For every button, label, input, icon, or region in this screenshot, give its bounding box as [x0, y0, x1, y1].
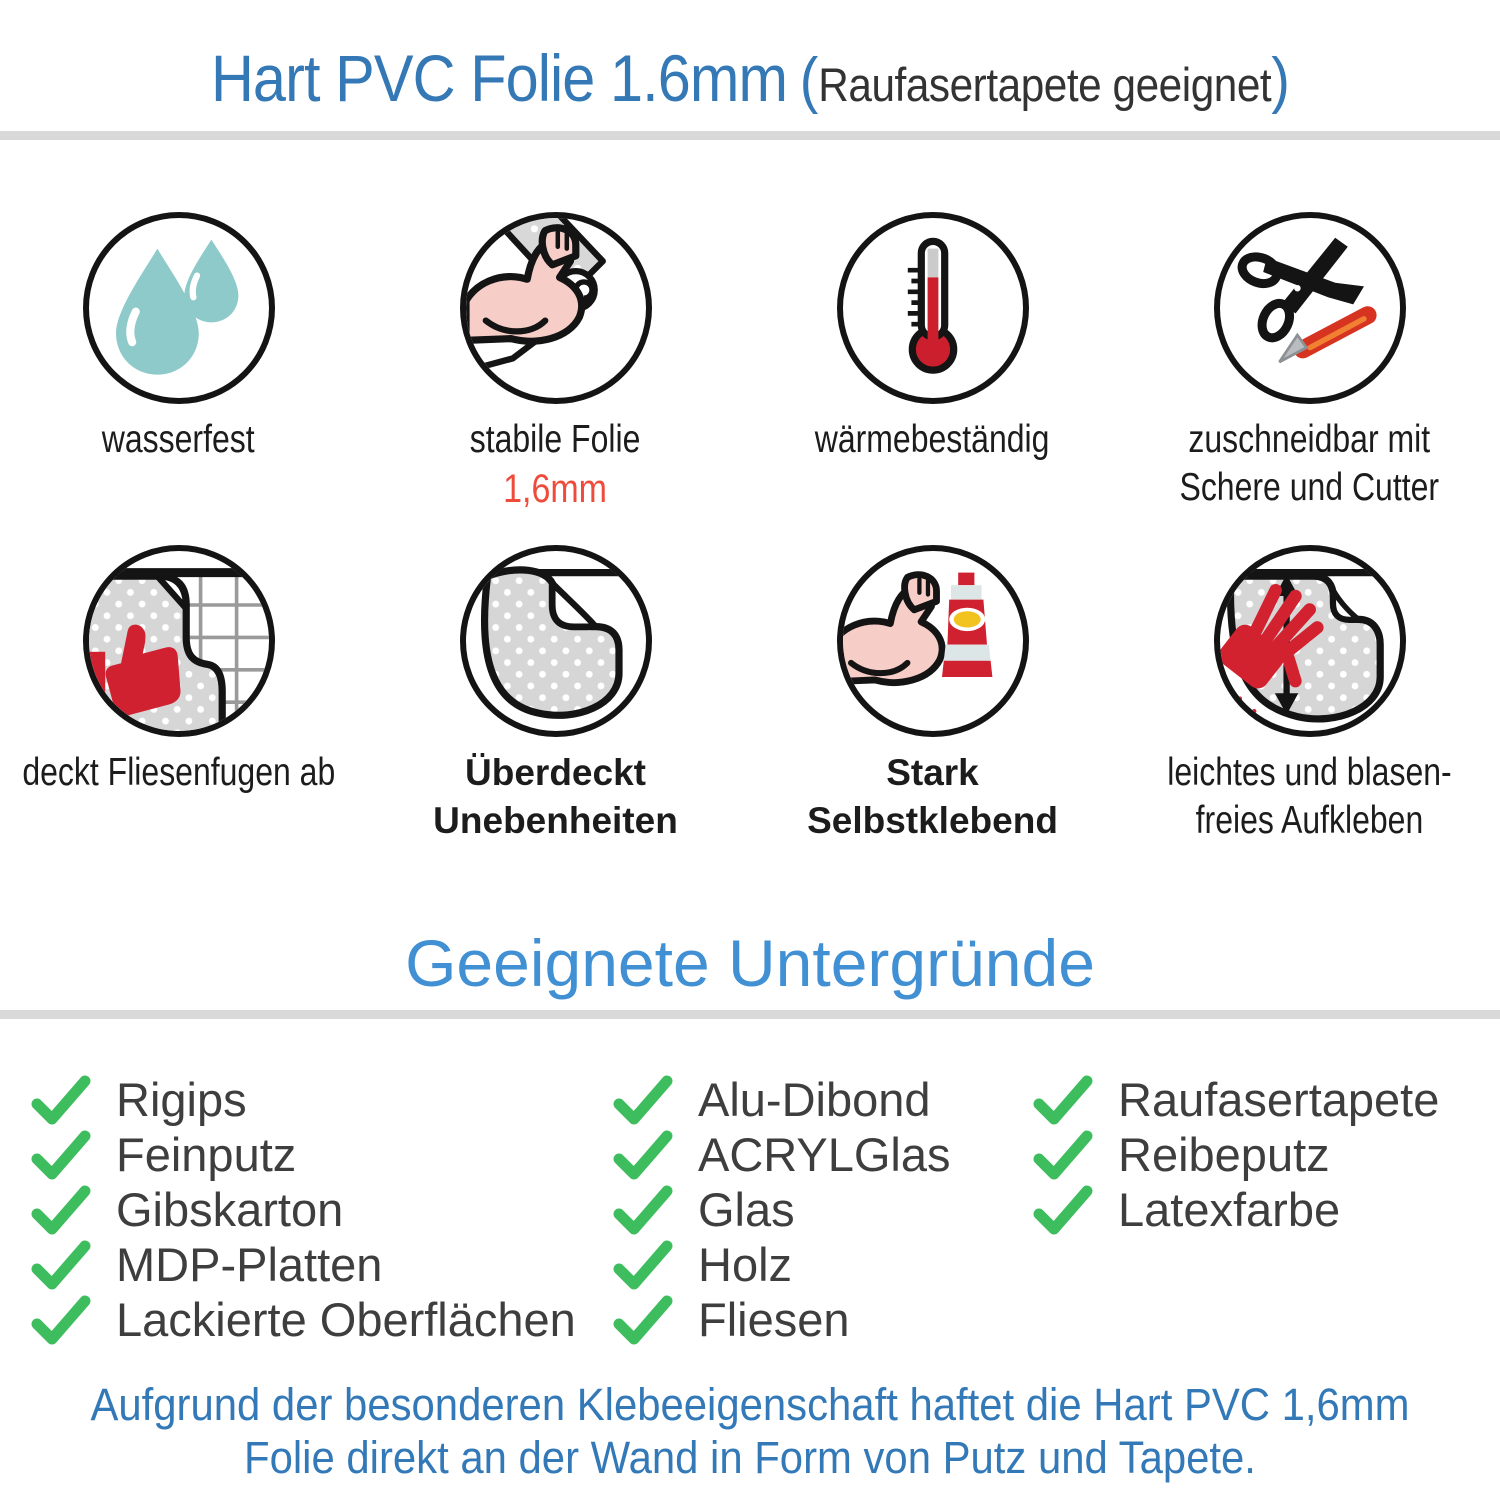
feature-caption-line: wasserfest	[102, 418, 255, 461]
scissors-cutter-icon	[1214, 212, 1406, 404]
feature-caption-line: zuschneidbar mit	[1188, 418, 1431, 461]
feature-caption	[807, 749, 1058, 845]
substrate-item	[1032, 1072, 1439, 1127]
check-icon	[612, 1129, 674, 1181]
feature-caption-line: Stark	[886, 752, 979, 793]
substrate-item	[1032, 1182, 1439, 1237]
hand-smoothing-foil-icon	[1214, 545, 1406, 737]
water-drops-icon	[83, 212, 275, 404]
feature-caption-line: freies Aufkleben	[1195, 799, 1424, 842]
feature-caption	[433, 749, 678, 845]
check-icon	[612, 1184, 674, 1236]
feature-caption-line: Schere und Cutter	[1179, 466, 1440, 509]
substrate-label: Gibskarton	[116, 1183, 344, 1236]
check-icon	[1032, 1074, 1094, 1126]
substrate-item	[612, 1072, 951, 1127]
feature-caption-line: deckt Fliesenfugen ab	[22, 751, 335, 794]
substrate-item	[30, 1072, 576, 1127]
substrate-label: Reibeputz	[1118, 1128, 1330, 1181]
substrate-item	[30, 1292, 576, 1347]
tile-joints-thumb-up-icon	[83, 545, 275, 737]
footer-line: Folie direkt an der Wand in Form von Putz und Tapete.	[244, 1432, 1256, 1483]
footer-line: Aufgrund der besonderen Klebeeigenschaft haftet die Hart PVC 1,6mm	[90, 1379, 1410, 1430]
page-title	[0, 28, 1500, 147]
foil-thickness-label: 1,6mm	[503, 467, 608, 511]
feature-waterproof	[0, 212, 367, 514]
feature-stable-foil	[367, 212, 744, 514]
substrate-label: Raufasertapete	[1118, 1073, 1440, 1126]
substrate-label: Feinputz	[116, 1128, 297, 1181]
substrate-label: Lackierte Oberflächen	[116, 1293, 576, 1346]
divider-middle	[0, 1010, 1500, 1019]
substrate-label: Glas	[698, 1183, 795, 1236]
feature-cuttable	[1121, 212, 1498, 514]
footer-note	[0, 1378, 1500, 1484]
check-icon	[1032, 1129, 1094, 1181]
substrate-item	[30, 1182, 576, 1237]
substrate-item	[612, 1127, 951, 1182]
check-icon	[30, 1129, 92, 1181]
substrate-item	[1032, 1127, 1439, 1182]
title-main: Hart PVC Folie 1.6mm	[210, 41, 787, 115]
check-icon	[30, 1074, 92, 1126]
check-icon	[30, 1184, 92, 1236]
substrate-item	[30, 1237, 576, 1292]
substrate-item	[612, 1182, 951, 1237]
feature-caption-line: Überdeckt	[465, 752, 646, 793]
features-row-1	[0, 212, 1500, 514]
feature-self-adhesive	[744, 545, 1121, 845]
check-icon	[1032, 1184, 1094, 1236]
feature-bubble-free	[1121, 545, 1498, 845]
check-icon	[612, 1074, 674, 1126]
feature-caption-line: stabile Folie	[470, 418, 641, 461]
thermometer-icon	[837, 212, 1029, 404]
feature-caption-line: leichtes und blasen-	[1167, 751, 1452, 794]
substrate-column-3	[1032, 1072, 1439, 1237]
feature-caption	[1136, 749, 1483, 845]
feature-caption	[85, 416, 271, 464]
substrate-label: MDP-Platten	[116, 1238, 383, 1291]
muscle-foil-roll-icon	[460, 212, 652, 404]
check-icon	[30, 1294, 92, 1346]
title-subtitle: Raufasertapete geeignet	[817, 58, 1271, 111]
substrate-item	[612, 1292, 951, 1347]
substrate-column-2	[612, 1072, 951, 1347]
section-title: Geeignete Untergründe	[405, 926, 1095, 1000]
substrate-label: Rigips	[116, 1073, 247, 1126]
substrate-label: Holz	[698, 1238, 793, 1291]
substrate-item	[612, 1237, 951, 1292]
feature-covers-tile-joints	[0, 545, 367, 845]
substrate-label: Latexfarbe	[1118, 1183, 1341, 1236]
title-paren-open: (	[799, 46, 818, 115]
feature-caption-line: Unebenheiten	[433, 800, 678, 841]
substrate-item	[30, 1127, 576, 1182]
feature-caption	[1151, 416, 1468, 512]
substrate-label: ACRYLGlas	[698, 1128, 951, 1181]
substrate-column-1	[30, 1072, 576, 1347]
page-title-line	[211, 28, 1290, 147]
substrate-label: Alu-Dibond	[698, 1073, 931, 1126]
substrate-label: Fliesen	[698, 1293, 850, 1346]
feature-heat-resistant	[744, 212, 1121, 514]
divider-top	[0, 131, 1500, 140]
feature-caption-line: wärmebeständig	[815, 418, 1050, 461]
feature-caption	[451, 416, 659, 514]
check-icon	[612, 1294, 674, 1346]
feature-caption	[0, 749, 369, 797]
feature-caption	[789, 416, 1075, 464]
feature-covers-unevenness	[367, 545, 744, 845]
features-row-2	[0, 545, 1500, 845]
check-icon	[30, 1239, 92, 1291]
feature-caption-line: Selbstklebend	[807, 800, 1058, 841]
foil-fold-icon	[460, 545, 652, 737]
muscle-glue-tube-icon	[837, 545, 1029, 737]
check-icon	[612, 1239, 674, 1291]
title-paren-close: )	[1270, 46, 1290, 115]
